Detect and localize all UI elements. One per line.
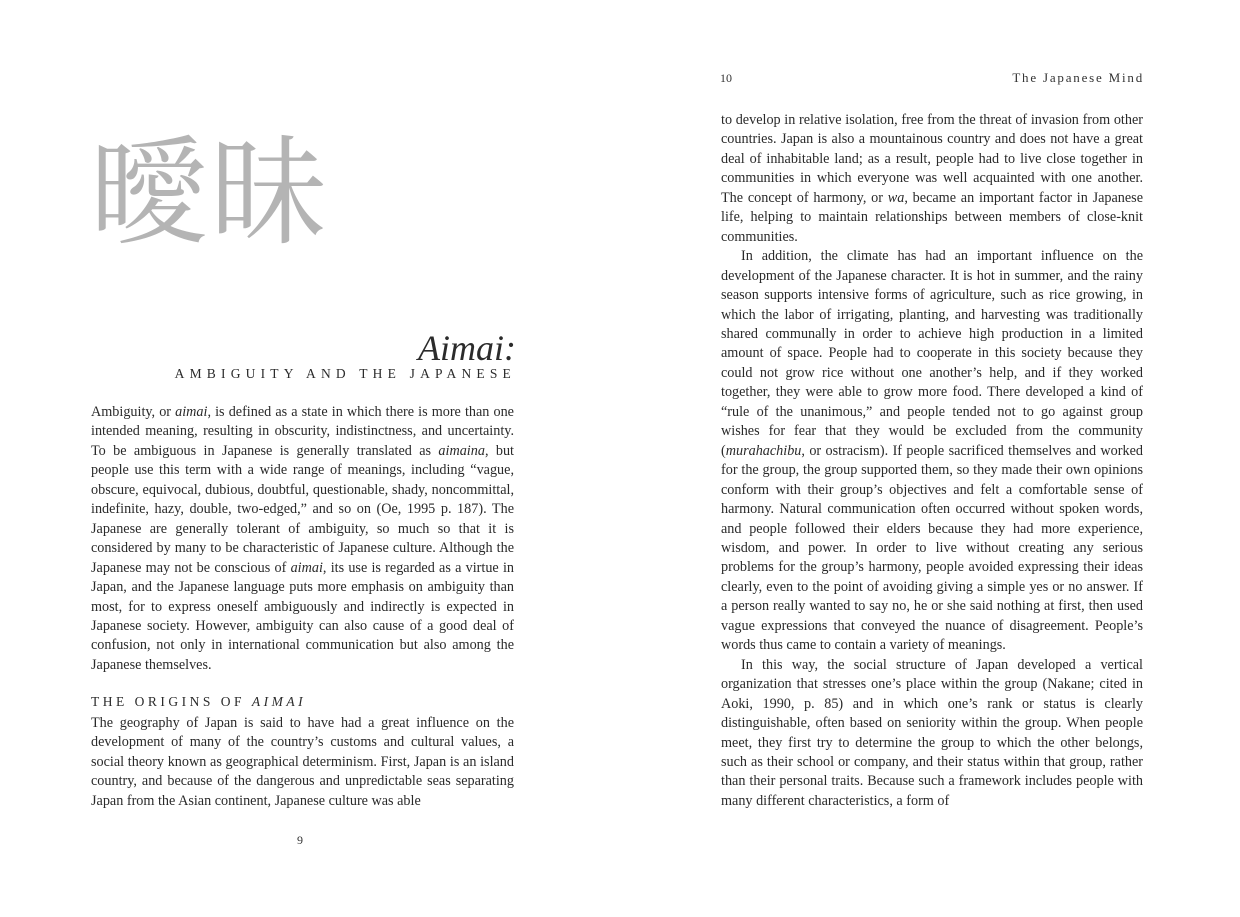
text-run: , but people use this term with a wide range of meanings, including “vague, obscure, equivocal, dubious, doubtful, questionable, shady, noncommittal, indefinite, hazy, double, two-edged,” and so on (Oe, 1995 p. 187). The Japanese are generally tolerant of ambiguity, so much so that it is considered by many to be characteristic of Japanese culture. Although the Japanese may not be conscious of — [91, 442, 514, 576]
right-page — [620, 0, 1240, 917]
text-run: , is defined as a state in which there is more than one intended meaning, resulting in obscurity, indistinctness, and uncertainty. To be ambiguous in Japanese is generally translated as — [91, 404, 514, 459]
right-paragraph-3 — [721, 656, 1143, 812]
text-run: Ambiguity, or — [91, 404, 176, 420]
chapter-kanji-title: 曖昧 — [90, 124, 331, 262]
intro-paragraph — [91, 403, 514, 675]
text-run: , its use is regarded as a virtue in Japan, and the Japanese language puts more emphasis on ambiguity than most, for to express oneself ambiguously and indirectly is expected in Japanese society. However, ambiguity can also cause of a good deal of confusion, not only in international communication but also among the Japanese themselves. — [91, 559, 514, 673]
chapter-subtitle: AMBIGUITY AND THE JAPANESE — [174, 366, 516, 381]
text-run: to develop in relative isolation, free from the threat of invasion from other countries. Japan is also a mountainous country and does not have a great deal of inhabitable land; as a result, people had to live close together in communities in which everyone was well acquainted with one another. The concept of harmony, or — [721, 112, 1143, 206]
text-run: In addition, the climate has had an important influence on the development of the Japanese character. It is hot in summer, and the rainy season supports intensive forms of agriculture, such as rice growing, in which the labor of irrigating, planting, and harvesting was traditionally shared communally in order to achieve high production in a limited amount of space. People had to cooperate in this society because they could not grow rice without one another’s help, and if they worked together, they were able to grow more food. There developed a kind of “rule of the unanimous,” and people tended not to go against group wishes for fear that they would be excluded from the community ( — [721, 248, 1143, 459]
italic-term: wa — [887, 189, 905, 206]
section-heading — [91, 694, 306, 710]
chapter-title: Aimai: — [418, 328, 516, 368]
text-run: , or ostracism). If people sacrificed themselves and worked for the group, the group supported them, so they made their own opinions conform with their group’s objectives and felt a comfortable sense of harmony. Natural communication often occurred without spoken words, and people followed their elders because they had more experience, wisdom, and power. In order to live without creating any serious problems for the group’s harmony, people avoided expressing their ideas clearly, even to the point of avoiding giving a simple yes or no answer. If a person really wanted to say no, he or she said nothing at first, then used vague expressions that conveyed the nuance of disagreement. People’s words thus came to contain a variety of meanings. — [721, 442, 1143, 654]
running-head-title: The Japanese Mind — [1012, 70, 1144, 85]
right-paragraph-1 — [721, 111, 1143, 247]
page-number-right: 10 — [720, 71, 732, 85]
origins-paragraph: The geography of Japan is said to have had a great influence on the development of many of the country’s customs and cultural values, a social theory known as geographical determinism. First, Japan is an island country, and because of the dangerous and unpredictable seas separating Japan from the Asian continent, Japanese culture was able — [91, 715, 514, 809]
italic-term: murahachibu — [725, 442, 802, 459]
section-heading-italic: AIMAI — [251, 694, 307, 709]
italic-term: aimaina — [438, 442, 485, 459]
right-body-text — [721, 111, 1143, 811]
right-paragraph-2 — [721, 247, 1143, 656]
italic-term: aimai — [175, 404, 208, 420]
section-heading-prefix: THE ORIGINS OF — [91, 694, 252, 709]
italic-term: aimai — [290, 559, 323, 576]
page-number-left: 9 — [297, 833, 303, 847]
text-run: In this way, the social structure of Japan developed a vertical organization that stresses one’s place within the group (Nakane; cited in Aoki, 1990, p. 85) and in which one’s rank or status is clearly distinguishable, often based on seniority within the group. When people meet, they first try to determine the group to which the other belongs, such as their school or company, and their status within that group, rather than their personal traits. Because such a framework includes people with many different characteristics, a form of — [721, 656, 1143, 809]
text-run: , became an important factor in Japanese life, helping to maintain relationships between members of close-knit communities. — [721, 189, 1143, 245]
